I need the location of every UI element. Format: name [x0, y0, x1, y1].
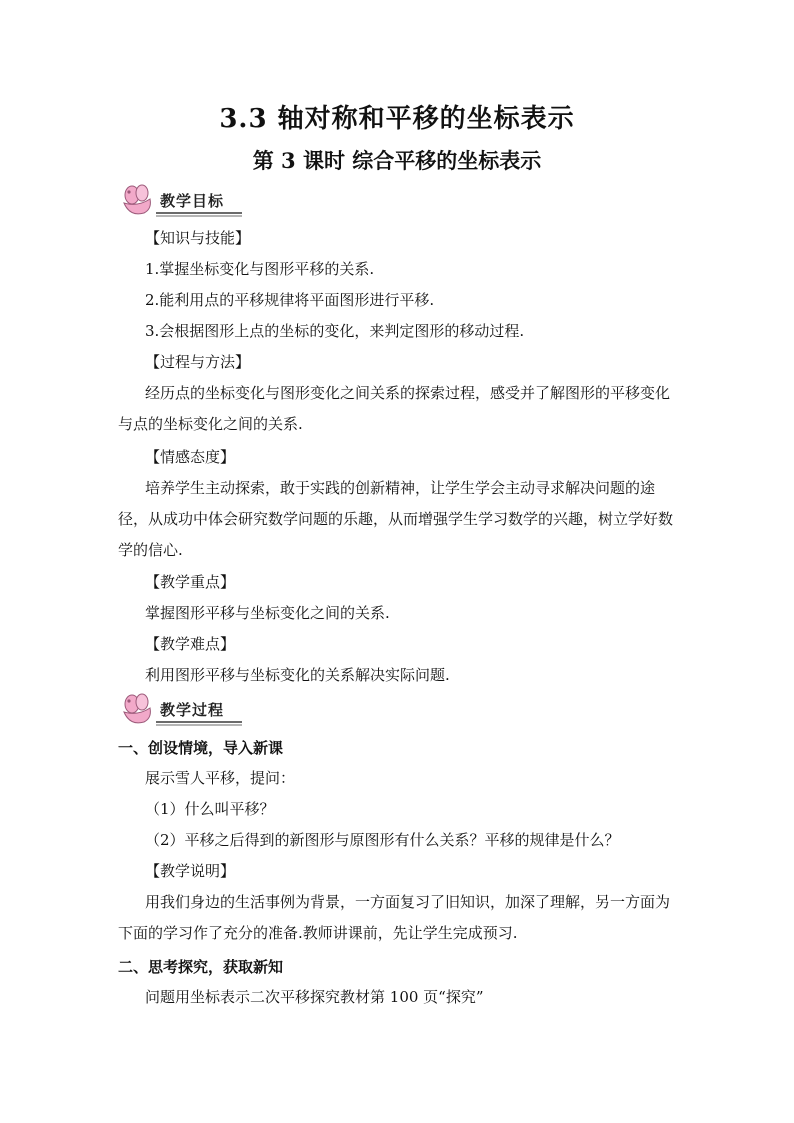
- key-point-text: 掌握图形平移与坐标变化之间的关系.: [145, 604, 390, 622]
- part2-heading: 二、思考探究，获取新知: [118, 958, 284, 976]
- knowledge-item-3: 3.会根据图形上点的坐标的变化，来判定图形的移动过程.: [145, 322, 525, 340]
- part1-intro: 展示雪人平移，提问：: [145, 769, 296, 787]
- explain-text: 用我们身边的生活事例为背景，一方面复习了旧知识，加深了理解，另一方面为下面的学习作了充分的准备.教师讲课前，先让学生完成预习.: [118, 893, 671, 942]
- emotion-text: 培养学生主动探索，敢于实践的创新精神，让学生学会主动寻求解决问题的途径，从成功中体会研究数学问题的乐趣，从而增强学生学习数学的兴趣，树立学好数学的信心.: [118, 479, 674, 559]
- page-title: 3.3 轴对称和平移的坐标表示: [219, 104, 575, 134]
- difficult-point-text: 利用图形平移与坐标变化的关系解决实际问题.: [145, 666, 450, 684]
- emotion-label: 【情感态度】: [145, 448, 236, 466]
- explain-label: 【教学说明】: [145, 862, 236, 880]
- part1-question-2: （2）平移之后得到的新图形与原图形有什么关系？平移的规律是什么？: [145, 831, 620, 849]
- process-label: 【过程与方法】: [145, 353, 251, 371]
- part1-heading: 一、创设情境，导入新课: [118, 739, 284, 757]
- knowledge-label: 【知识与技能】: [145, 229, 251, 247]
- teaching-goals-badge: [118, 183, 244, 219]
- knowledge-item-2: 2.能利用点的平移规律将平面图形进行平移.: [145, 291, 435, 309]
- page-subtitle: 第 3 课时 综合平移的坐标表示: [252, 148, 542, 173]
- difficult-point-label: 【教学难点】: [145, 635, 236, 653]
- process-text: 经历点的坐标变化与图形变化之间关系的探索过程，感受并了解图形的平移变化与点的坐标变化之间的关系.: [118, 384, 671, 433]
- teaching-process-badge: [118, 692, 244, 728]
- key-point-label: 【教学重点】: [145, 573, 236, 591]
- part1-question-1: （1）什么叫平移？: [145, 800, 275, 818]
- part2-text: 问题用坐标表示二次平移探究教材第 100 页“探究”: [145, 988, 484, 1006]
- badge-label: 教学目标: [160, 192, 225, 210]
- knowledge-item-1: 1.掌握坐标变化与图形平移的关系.: [145, 260, 375, 278]
- badge-label: 教学过程: [160, 701, 225, 719]
